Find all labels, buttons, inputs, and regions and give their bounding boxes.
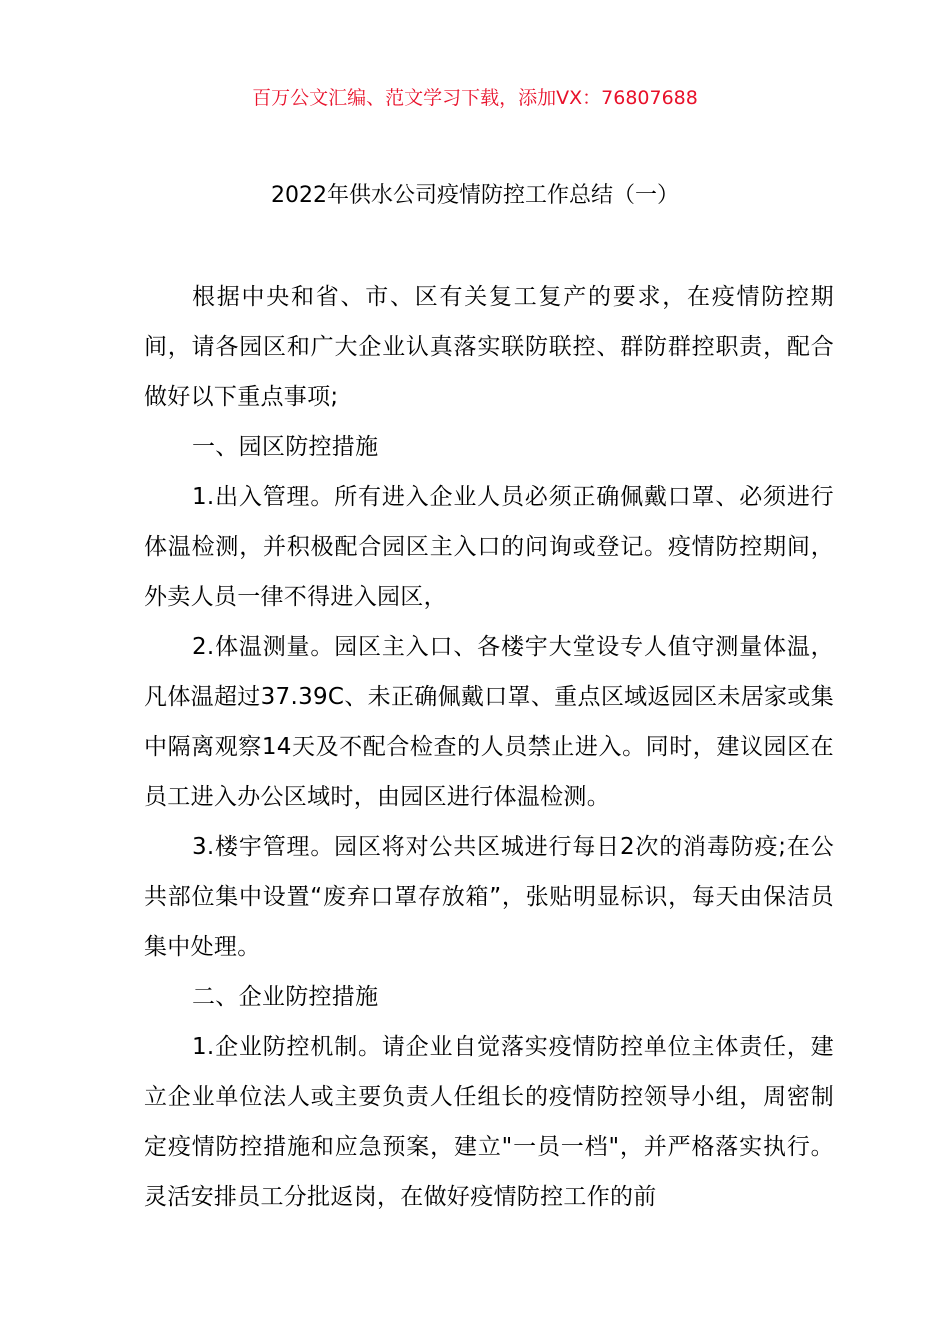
paragraph-enterprise-mechanism: 1.企业防控机制。请企业自觉落实疫情防控单位主体责任，建立企业单位法人或主要负责人任组长的疫情防控领导小组，周密制定疫情防控措施和应急预案，建立"一员一档"，并严格落实执行。灵活安排员工分批返岗，在做好疫情防控工作的前 [144,1034,834,1210]
promo-header-text: 百万公文汇编、范文学习下载，添加VX：76807688 [252,87,698,109]
document-body [144,272,834,1222]
paragraph-entry-management: 1.出入管理。所有进入企业人员必须正确佩戴口罩、必须进行体温检测，并积极配合园区主入口的问询或登记。疫情防控期间，外卖人员一律不得进入园区， [144,484,834,610]
paragraph-building-management: 3.楼宇管理。园区将对公共区城进行每日2次的消毒防疫;在公共部位集中设置“废弃口罩存放箱”，张贴明显标识，每天由保洁员集中处理。 [144,834,834,960]
paragraph-intro: 根据中央和省、市、区有关复工复产的要求，在疫情防控期间，请各园区和广大企业认真落实联防联控、群防群控职责，配合做好以下重点事项; [144,284,834,410]
page-title: 2022年供水公司疫情防控工作总结（一） [271,183,679,208]
section-heading-park-measures: 一、园区防控措施 [192,434,379,460]
paragraph-temperature-check: 2.体温测量。园区主入口、各楼宇大堂设专人值守测量体温，凡体温超过37.39C、未正确佩戴口罩、重点区域返园区未居家或集中隔离观察14天及不配合检查的人员禁止进入。同时，建议园区在员工进入办公区域时，由园区进行体温检测。 [144,634,834,810]
section-heading-enterprise-measures: 二、企业防控措施 [192,984,379,1010]
